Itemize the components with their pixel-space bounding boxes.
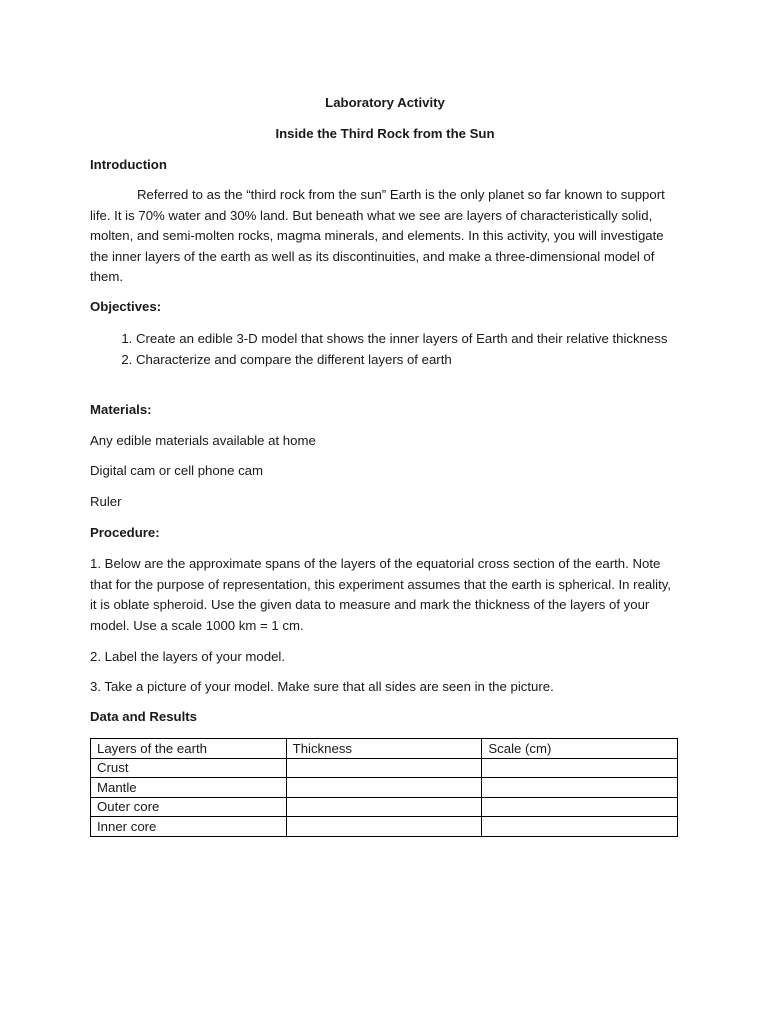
results-heading: Data and Results (90, 709, 197, 724)
table-cell: Crust (91, 758, 287, 778)
table-cell (482, 778, 678, 798)
material-item: Ruler (90, 494, 122, 509)
table-row (91, 758, 678, 778)
procedure-step: 2. Label the layers of your model. (90, 649, 285, 664)
table-cell (286, 817, 482, 837)
table-cell: Mantle (91, 778, 287, 798)
objectives-list (90, 329, 680, 370)
document-subtitle: Inside the Third Rock from the Sun (275, 126, 495, 141)
column-header: Thickness (286, 739, 482, 759)
table-cell (286, 778, 482, 798)
table-header-row (91, 739, 678, 759)
column-header: Layers of the earth (91, 739, 287, 759)
table-cell (482, 817, 678, 837)
material-item: Digital cam or cell phone cam (90, 463, 263, 478)
table-cell (482, 758, 678, 778)
procedure-step: 1. Below are the approximate spans of the layers of the equatorial cross section of the earth. Note that for the purpose of representation, this experiment assumes that the earth is spherical. In reality, it is oblate spheroid. Use the given data to measure and mark the thickness of the layers of your model. Use a scale 1000 km = 1 cm. (90, 556, 672, 633)
objective-item: 2. Characterize and compare the different layers of earth (136, 350, 680, 371)
procedure-heading: Procedure: (90, 525, 160, 540)
table-row (91, 817, 678, 837)
procedure-step: 3. Take a picture of your model. Make sure that all sides are seen in the picture. (90, 679, 554, 694)
table-cell: Inner core (91, 817, 287, 837)
material-item: Any edible materials available at home (90, 433, 316, 448)
objective-item: 1. Create an edible 3-D model that shows the inner layers of Earth and their relative thickness (136, 329, 680, 350)
table-cell: Outer core (91, 797, 287, 817)
table-row (91, 797, 678, 817)
introduction-heading: Introduction (90, 157, 167, 172)
results-table (90, 738, 678, 837)
objectives-heading: Objectives: (90, 299, 162, 314)
table-cell (286, 797, 482, 817)
table-cell (286, 758, 482, 778)
column-header: Scale (cm) (482, 739, 678, 759)
introduction-text: Referred to as the “third rock from the sun” Earth is the only planet so far known to support life. It is 70% water and 30% land. But beneath what we see are layers of characteristically solid, molten, and semi-molten rocks, magma minerals, and elements. In this activity, you will investigate the inner layers of the earth as well as its discontinuities, and make a three-dimensional model of them. (90, 187, 665, 284)
document-title: Laboratory Activity (325, 95, 445, 110)
table-cell (482, 797, 678, 817)
materials-heading: Materials: (90, 402, 152, 417)
table-row (91, 778, 678, 798)
